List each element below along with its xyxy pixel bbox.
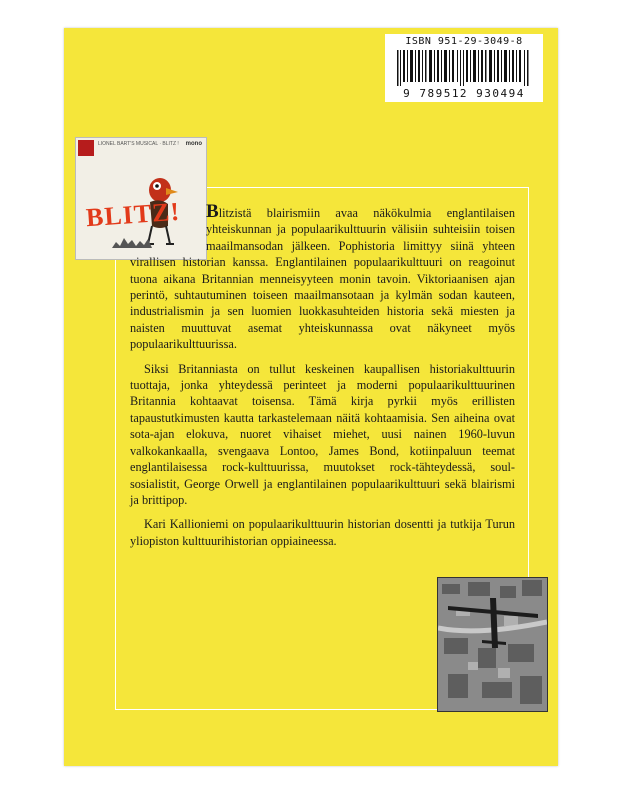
paragraph-text: litzistä blairismiin avaa näkökulmia englantilaisen yhteiskunnan ja populaarikulttuurin välisiin suhteisiin toisen maailmansodan jälkeen. Pophistoria limittyy siinä yhteen virallisen historian kanssa. Englantilainen populaarikulttuuri on reagoinut tuona aikana Britannian menneisyyteen monin tavoin. Viktoriaanisen ajan perintö, suhtautuminen toiseen maailmansotaan ja kylmän sodan kauteen, industrialismin ja sen luomien luokkasuhteiden historia sekä miesten ja naisten muuttuvat asemat yhteiskunnassa ovat näkyneet myös populaarikulttuurissa. xyxy=(130,206,515,352)
blurb-paragraph-2 xyxy=(130,361,515,509)
barcode-number: 9 789512 930494 xyxy=(403,87,525,100)
blurb-paragraph-1 xyxy=(130,201,515,353)
barcode-icon xyxy=(395,50,533,86)
record-format: mono xyxy=(185,141,202,147)
aerial-bomber-photo xyxy=(437,577,548,712)
isbn-barcode-label xyxy=(385,34,543,102)
blurb-text xyxy=(130,201,515,557)
blurb-paragraph-3 xyxy=(130,516,515,549)
record-header: LIONEL BART'S MUSICAL · BLITZ ! xyxy=(98,141,179,147)
record-title: BLITZ! xyxy=(85,196,182,233)
paragraph-text: Siksi Britanniasta on tullut keskeinen kaupallisen historiakulttuurin tuottaja, jonka yhteydessä perinteet ja moderni populaarikulttuurinen Britannia kohtaavat toisensa. Tämä kirja pyrkii myös erillisten tapaustutkimusten kautta tarkastelemaan näitä kohtaamisia. Sen aiheina ovat sota-ajan elokuva, nuoret vihaiset miehet, uusi nainen 1960-luvun valkokankaalla, svengaava Lontoo, James Bond, kotiinpaluun teemat englantilaisessa rock-kulttuurissa, muutokset rock-tähteydessä, soul-sosialistit, George Orwell ja englantilainen populaarikulttuuri sekä blairismi ja brittipop. xyxy=(130,361,515,507)
isbn-text: ISBN 951-29-3049-8 xyxy=(405,36,523,47)
paragraph-text: Kari Kallioniemi on populaarikulttuurin historian dosentti ja tutkija Turun yliopiston kulttuurihistorian oppiaineessa. xyxy=(130,517,515,548)
dropcap: B xyxy=(206,201,219,222)
aerial-city-bomber-icon xyxy=(438,578,547,711)
